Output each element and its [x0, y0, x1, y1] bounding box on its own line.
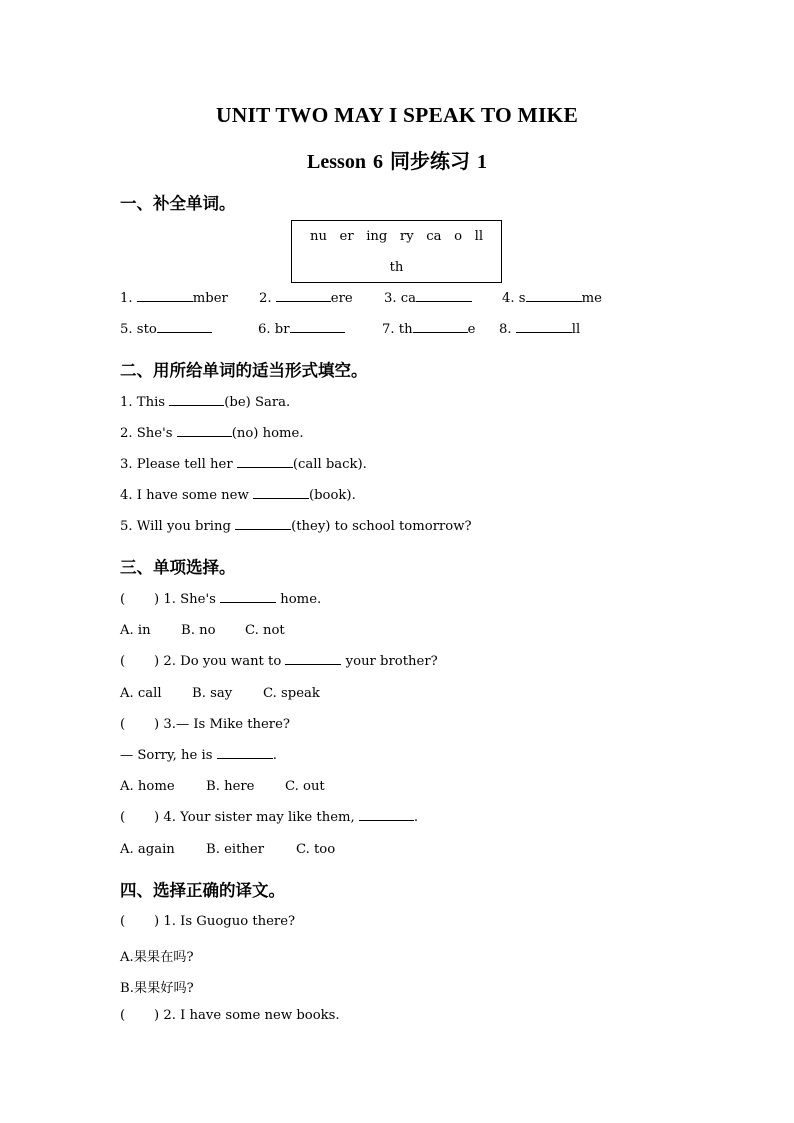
item-prefix: sto — [136, 322, 157, 337]
fill-blank[interactable] — [177, 436, 232, 437]
item-number: 1. — [120, 291, 133, 306]
item-suffix: ere — [330, 291, 353, 306]
fill-blank — [285, 664, 341, 665]
option-a[interactable]: A. again — [120, 842, 175, 857]
word-parts-row2: th — [389, 260, 404, 275]
word-item-3 — [384, 291, 472, 306]
answer-paren-close: ) — [154, 654, 160, 669]
answer-paren-open[interactable]: ( — [120, 592, 126, 607]
fill-blank[interactable] — [516, 332, 572, 333]
fill-question-4 — [120, 488, 356, 503]
fill-blank[interactable] — [290, 332, 345, 333]
translation-question-1 — [120, 914, 295, 929]
answer-paren-open[interactable]: ( — [120, 1008, 126, 1023]
answer-paren-open[interactable]: ( — [120, 654, 126, 669]
item-number: 8. — [499, 322, 512, 337]
item-number: 2. — [259, 291, 272, 306]
choice-options-3 — [120, 779, 325, 794]
choice-options-4 — [120, 842, 335, 857]
question-hint: (call back). — [292, 457, 367, 472]
question-text: 4. I have some new — [120, 488, 253, 503]
fill-blank[interactable] — [416, 301, 472, 302]
answer-paren-close: ) — [154, 914, 160, 929]
word-item-8 — [499, 322, 580, 337]
item-prefix: ca — [400, 291, 417, 306]
question-text-end: . — [413, 810, 419, 825]
question-text: 3. Please tell her — [120, 457, 237, 472]
answer-paren-close: ) — [154, 717, 160, 732]
fill-blank[interactable] — [237, 467, 293, 468]
question-hint: (be) Sara. — [224, 395, 291, 410]
option-b[interactable]: B. no — [181, 623, 216, 638]
fill-blank[interactable] — [235, 529, 291, 530]
fill-blank — [220, 602, 276, 603]
fill-blank[interactable] — [276, 301, 331, 302]
section2-heading: 二、用所给单词的适当形式填空。 — [120, 361, 368, 380]
choice-question-1 — [120, 592, 321, 607]
item-prefix: br — [274, 322, 290, 337]
fill-question-1 — [120, 395, 290, 410]
item-number: 5. — [120, 322, 133, 337]
section1-heading: 一、补全单词。 — [120, 194, 236, 213]
translation-question-2 — [120, 1008, 340, 1023]
item-number: 7. — [382, 322, 395, 337]
question-text-end: home. — [276, 592, 322, 607]
question-text: 2. I have some new books. — [163, 1008, 340, 1023]
question-text: 4. Your sister may like them, — [163, 810, 359, 825]
question-text-end: your brother? — [341, 654, 438, 669]
question-text-end: . — [272, 748, 277, 763]
translation-option-b[interactable]: B.果果好吗? — [120, 981, 194, 996]
question-hint: (no) home. — [231, 426, 304, 441]
option-c[interactable]: C. too — [296, 842, 336, 857]
fill-question-5 — [120, 519, 472, 534]
item-suffix: e — [467, 322, 476, 337]
word-item-4 — [502, 291, 602, 306]
item-suffix: mber — [192, 291, 228, 306]
question-text: 2. She's — [120, 426, 177, 441]
word-item-2 — [259, 291, 353, 306]
question-text: 1. She's — [163, 592, 221, 607]
word-item-1 — [120, 291, 228, 306]
option-c[interactable]: C. out — [285, 779, 325, 794]
option-a[interactable]: A. call — [120, 686, 162, 701]
fill-blank[interactable] — [253, 498, 309, 499]
word-parts-box — [291, 220, 502, 283]
question-hint: (they) to school tomorrow? — [291, 519, 472, 534]
question-text: 3.— Is Mike there? — [163, 717, 290, 732]
choice-question-2 — [120, 654, 438, 669]
fill-blank[interactable] — [526, 301, 582, 302]
fill-blank[interactable] — [413, 332, 468, 333]
item-number: 4. — [502, 291, 515, 306]
item-suffix: me — [581, 291, 602, 306]
question-text: 5. Will you bring — [120, 519, 236, 534]
fill-blank[interactable] — [137, 301, 193, 302]
question-text: — Sorry, he is — [120, 748, 217, 763]
choice-question-4 — [120, 810, 418, 825]
fill-question-2 — [120, 426, 304, 441]
item-prefix: s — [518, 291, 526, 306]
option-b[interactable]: B. either — [206, 842, 264, 857]
question-text: 1. This — [120, 395, 170, 410]
fill-blank[interactable] — [157, 332, 212, 333]
page-title: UNIT TWO MAY I SPEAK TO MIKE — [215, 103, 579, 127]
answer-paren-open[interactable]: ( — [120, 914, 126, 929]
question-hint: (book). — [308, 488, 356, 503]
choice-question-3-reply — [120, 748, 277, 763]
choice-question-3 — [120, 717, 290, 732]
section3-heading: 三、单项选择。 — [120, 558, 236, 577]
word-item-7 — [382, 322, 475, 337]
answer-paren-close: ) — [154, 810, 160, 825]
answer-paren-close: ) — [154, 592, 160, 607]
translation-option-a[interactable]: A.果果在吗? — [120, 950, 194, 965]
option-c[interactable]: C. speak — [263, 686, 320, 701]
item-number: 6. — [258, 322, 271, 337]
option-a[interactable]: A. home — [120, 779, 175, 794]
lesson-subtitle: Lesson 6 同步练习 1 — [307, 151, 487, 173]
fill-blank — [217, 758, 273, 759]
option-a[interactable]: A. in — [120, 623, 151, 638]
word-parts-row1: nu er ing ry ca o ll — [309, 229, 484, 244]
item-prefix: th — [398, 322, 413, 337]
option-b[interactable]: B. say — [192, 686, 233, 701]
answer-paren-close: ) — [154, 1008, 160, 1023]
option-c[interactable]: C. not — [245, 623, 285, 638]
word-item-5 — [120, 322, 212, 337]
fill-blank — [359, 820, 414, 821]
item-suffix: ll — [571, 322, 581, 337]
question-text: 2. Do you want to — [163, 654, 286, 669]
choice-options-2 — [120, 686, 320, 701]
answer-paren-open[interactable]: ( — [120, 810, 126, 825]
choice-options-1 — [120, 623, 285, 638]
word-item-6 — [258, 322, 345, 337]
item-number: 3. — [384, 291, 397, 306]
question-text: 1. Is Guoguo there? — [163, 914, 296, 929]
fill-question-3 — [120, 457, 367, 472]
fill-blank[interactable] — [169, 405, 224, 406]
answer-paren-open[interactable]: ( — [120, 717, 126, 732]
section4-heading: 四、选择正确的译文。 — [120, 881, 285, 900]
option-b[interactable]: B. here — [206, 779, 255, 794]
